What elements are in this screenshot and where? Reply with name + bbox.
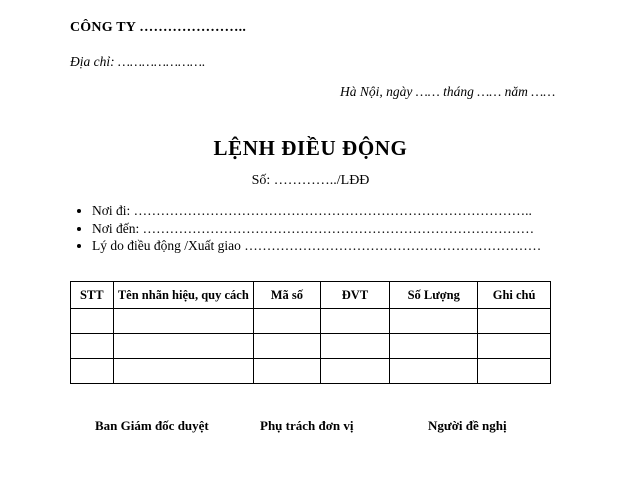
list-item: • Lý do điều động /Xuất giao …………………………………………………………	[92, 238, 572, 255]
signature-unit-manager: Phụ trách đơn vị	[260, 418, 354, 433]
table-cell[interactable]	[113, 359, 253, 384]
items-table	[70, 281, 551, 384]
document-number: Số: …………../LĐĐ	[251, 173, 370, 188]
table-cell[interactable]	[71, 309, 114, 334]
table-header-quantity: Số Lượng	[390, 282, 478, 309]
list-item: • Nơi đi: ……………………………………………………………………………..	[92, 203, 572, 220]
signature-director: Ban Giám đốc duyệt	[95, 418, 209, 433]
table-cell[interactable]	[71, 334, 114, 359]
table-header-row	[71, 282, 551, 309]
table-cell[interactable]	[113, 334, 253, 359]
table-row	[71, 309, 551, 334]
table-cell[interactable]	[390, 309, 478, 334]
table-cell[interactable]	[254, 359, 321, 384]
signature-requester: Người đề nghị	[428, 418, 507, 433]
table-header-code: Mã số	[254, 282, 321, 309]
table-row	[71, 359, 551, 384]
table-header-stt: STT	[71, 282, 114, 309]
table-row	[71, 334, 551, 359]
table-cell[interactable]	[254, 309, 321, 334]
table-cell[interactable]	[320, 359, 390, 384]
table-cell[interactable]	[478, 359, 551, 384]
table-cell[interactable]	[390, 359, 478, 384]
table-cell[interactable]	[320, 309, 390, 334]
table-cell[interactable]	[254, 334, 321, 359]
company-name-line: CÔNG TY …………………..	[70, 20, 247, 35]
table-cell[interactable]	[390, 334, 478, 359]
detail-list	[70, 203, 572, 256]
place-date-line: Hà Nội, ngày …… tháng …… năm ……	[340, 84, 556, 99]
table-cell[interactable]	[478, 334, 551, 359]
page-title: LỆNH ĐIỀU ĐỘNG	[213, 136, 408, 160]
table-cell[interactable]	[71, 359, 114, 384]
list-item: • Nơi đến: ……………………………………………………………………………	[92, 221, 572, 238]
table-cell[interactable]	[320, 334, 390, 359]
table-header-name: Tên nhãn hiệu, quy cách	[113, 282, 253, 309]
company-address-line: Địa chỉ: ………………….	[70, 54, 206, 69]
table-header-unit: ĐVT	[320, 282, 390, 309]
table-cell[interactable]	[113, 309, 253, 334]
table-cell[interactable]	[478, 309, 551, 334]
table-header-note: Ghi chú	[478, 282, 551, 309]
